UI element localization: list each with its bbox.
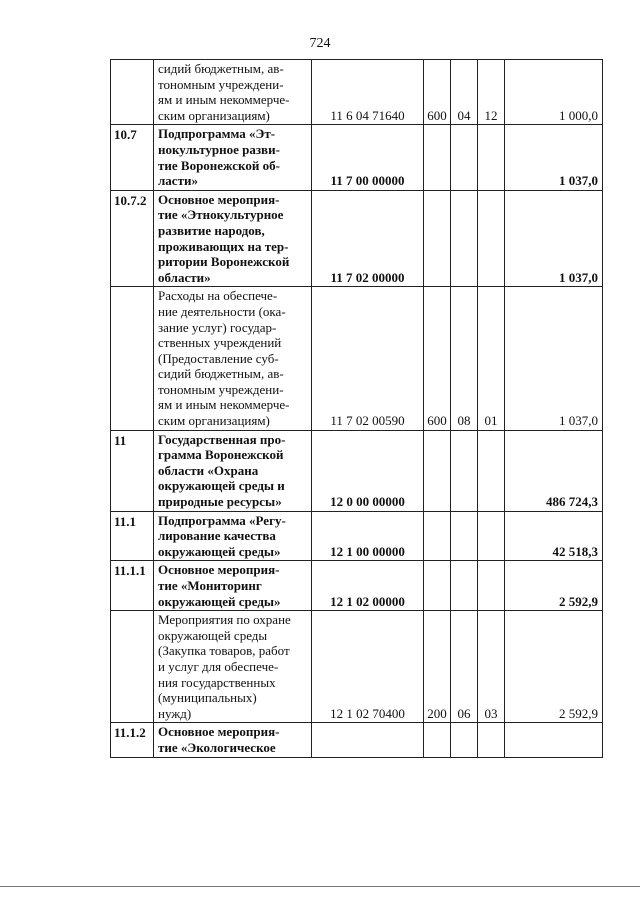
table-row [111,561,603,611]
section-cell: 06 [451,611,478,723]
table-row [111,125,603,190]
row-name-line: лирование качества [158,528,276,544]
amount-cell: 1 037,0 [505,287,603,430]
expense-type-cell: 200 [424,611,451,723]
page-bottom-rule [0,886,640,887]
subsection-cell: 01 [478,287,505,430]
row-name-line: и услуг для обеспече- [158,658,279,674]
row-name-line: Основное мероприя- [158,724,280,740]
row-name-cell [154,125,312,190]
subsection-cell [478,430,505,511]
row-name-line: ским организациям) [158,413,270,429]
amount-cell: 486 724,3 [505,430,603,511]
section-cell: 08 [451,287,478,430]
subsection-cell [478,561,505,611]
subsection-cell [478,723,505,757]
expense-type-cell [424,190,451,287]
row-name-cell [154,723,312,757]
row-number-cell [111,611,154,723]
row-name-line: (Предоставление суб- [158,350,279,366]
expense-type-cell [424,723,451,757]
target-code-cell: 11 7 02 00000 [312,190,424,287]
table-row [111,511,603,561]
row-name-line: Государственная про- [158,431,286,447]
row-name-line: нужд) [158,705,192,721]
row-name-line: (Закупка товаров, работ [158,643,290,659]
row-number-cell: 10.7 [111,125,154,190]
row-name-line: окружающей среды и [158,478,285,494]
expense-type-cell [424,511,451,561]
section-cell [451,561,478,611]
row-name-line: ния государственных [158,674,276,690]
subsection-cell: 12 [478,60,505,125]
section-cell [451,723,478,757]
table-row [111,190,603,287]
subsection-cell: 03 [478,611,505,723]
amount-cell: 1 037,0 [505,190,603,287]
row-name-cell [154,60,312,125]
expense-type-cell [424,561,451,611]
target-code-cell: 12 0 00 00000 [312,430,424,511]
row-name-line: окружающей среды» [158,593,281,609]
expense-type-cell: 600 [424,60,451,125]
row-name-cell [154,561,312,611]
row-name-line: тие «Мониторинг [158,578,262,593]
row-number-cell: 11.1.2 [111,723,154,757]
row-name-cell [154,611,312,723]
row-name-cell [154,190,312,287]
section-cell [451,430,478,511]
row-name-line: области» [158,269,211,285]
row-name-line: ским организациям) [158,107,270,123]
row-number-cell: 11.1 [111,511,154,561]
subsection-cell [478,511,505,561]
row-name-line: развитие народов, [158,222,265,238]
row-name-line: области «Охрана [158,462,259,478]
row-name-cell [154,430,312,511]
row-number-cell [111,60,154,125]
table-row [111,60,603,125]
row-number-cell [111,287,154,430]
row-number-cell: 11.1.1 [111,561,154,611]
row-name-line: тие «Экологическое [158,739,276,755]
row-name-line: ние деятельности (ока- [158,303,286,319]
section-cell [451,125,478,190]
row-name-line: сидий бюджетным, ав- [158,366,284,382]
row-name-line: ритории Воронежской [158,254,290,270]
row-name-line: Подпрограмма «Эт- [158,126,276,142]
row-name-line: Основное мероприя- [158,562,280,578]
section-cell: 04 [451,60,478,125]
row-number-cell: 11 [111,430,154,511]
row-name-line: Расходы на обеспече- [158,288,278,304]
row-name-line: тономным учреждени- [158,76,284,92]
amount-cell: 1 037,0 [505,125,603,190]
target-code-cell: 12 1 02 00000 [312,561,424,611]
row-name-line: Мероприятия по охране [158,612,291,628]
table-row [111,430,603,511]
row-name-line: Основное мероприя- [158,191,280,207]
row-name-line: окружающей среды» [158,543,281,559]
row-name-cell [154,287,312,430]
row-number-cell: 10.7.2 [111,190,154,287]
target-code-cell: 12 1 00 00000 [312,511,424,561]
section-cell [451,511,478,561]
subsection-cell [478,125,505,190]
row-name-line: окружающей среды [158,627,268,643]
target-code-cell: 11 7 00 00000 [312,125,424,190]
row-name-line: тие Воронежской об- [158,157,280,173]
table-row [111,611,603,723]
table-row [111,287,603,430]
table-row [111,723,603,757]
row-name-line: ственных учреждений [158,335,282,351]
amount-cell: 42 518,3 [505,511,603,561]
expense-type-cell [424,430,451,511]
row-name-line: (муниципальных) [158,690,257,706]
section-cell [451,190,478,287]
row-name-line: ям и иным некоммерче- [158,397,290,413]
budget-table [110,59,603,758]
row-name-line: Подпрограмма «Регу- [158,512,286,528]
row-name-line: ям и иным некоммерче- [158,92,290,108]
target-code-cell: 11 6 04 71640 [312,60,424,125]
page-number: 724 [309,36,331,51]
row-name-line: грамма Воронежской [158,447,284,463]
target-code-cell: 11 7 02 00590 [312,287,424,430]
amount-cell: 1 000,0 [505,60,603,125]
row-name-line: сидий бюджетным, ав- [158,61,284,76]
row-name-line: зание услуг) государ- [158,319,277,335]
row-name-cell [154,511,312,561]
table-body [111,60,603,758]
row-name-line: тономным учреждени- [158,381,284,397]
amount-cell: 2 592,9 [505,611,603,723]
row-name-line: природные ресурсы» [158,494,282,510]
row-name-line: тие «Этнокультурное [158,207,284,223]
amount-cell: 2 592,9 [505,561,603,611]
target-code-cell: 12 1 02 70400 [312,611,424,723]
row-name-line: нокультурное разви- [158,141,280,157]
row-name-line: проживающих на тер- [158,238,289,254]
row-name-line: ласти» [158,173,198,189]
expense-type-cell: 600 [424,287,451,430]
expense-type-cell [424,125,451,190]
subsection-cell [478,190,505,287]
amount-cell [505,723,603,757]
target-code-cell [312,723,424,757]
